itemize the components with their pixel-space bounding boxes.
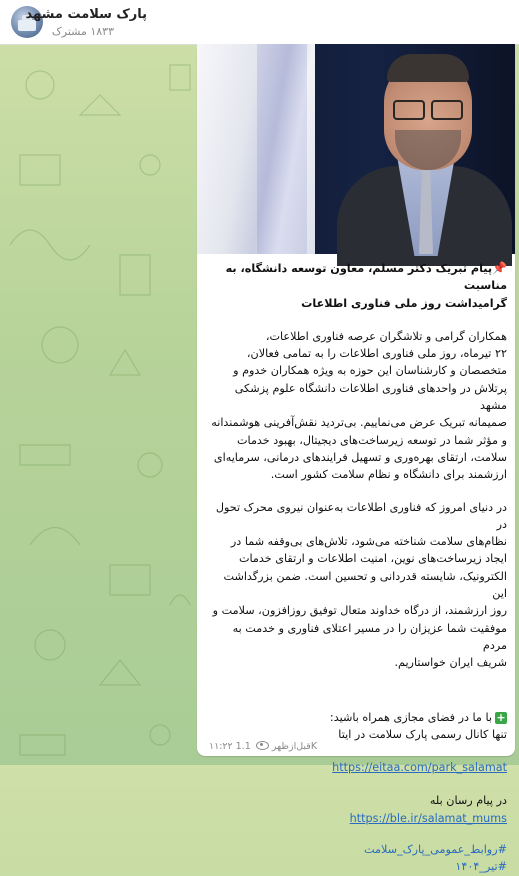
eitaa-link[interactable]: https://eitaa.com/park_salamat [332,761,507,775]
paragraph-2: در دنیای امروز که فناوری اطلاعات به‌عنوان نیروی محرک تحول در نظام‌های سلامت شناخته می‌شود، تلاش‌های بی‌وقفه شما در ایجاد زیرساخت‌های نوین، امنیت اطلاعات و ارتقای خدمات الکترونیک، شایسته قدردانی و تحسین است. ضمن بزرگداشت این روز ارزشمند، از درگاه خداوند متعال توفیق روزافزون، سلامت و موفقیت شما عزیزان را در مسیر اعتلای فناوری و خدمت به مردم شریف ایران خواستاریم. [212,500,507,670]
subscriber-count: ۱۸۳۳ مشترک [51,25,114,38]
message-bubble[interactable] [197,44,515,874]
message-time: ۱۱:۲۲ قبل‌ازظهر [209,741,311,752]
channel-name: پارک سلامت مشهد [25,7,147,22]
channel-header[interactable] [0,0,519,45]
post-photo[interactable] [197,44,515,254]
view-count: 1.1K [235,741,318,752]
bale-link[interactable]: https://ble.ir/salamat_mums [349,811,507,825]
hashtag-public-relations[interactable]: #روابط_عمومی_پارک_سلامت [363,843,507,857]
message-text [209,260,507,876]
message-meta [209,740,317,752]
post-title-line2: گرامیداشت روز ملی فناوری اطلاعات [301,296,507,310]
hashtag-month[interactable]: #تیر_۱۴۰۴ [455,860,507,874]
pin-icon: 📌 [492,261,507,275]
paragraph-1: همکاران گرامی و تلاشگران عرصه فناوری اطلاعات، ۲۲ تیرماه، روز ملی فناوری اطلاعات را به تمامی فعالان، متخصصان و کارشناسان این حوزه به ویژه همکاران خدوم و پرتلاش در واحدهای فناوری اطلاعات دانشگاه علوم پزشکی مشهد صمیمانه تبریک عرض می‌نماییم. بی‌تردید نقش‌آفرینی هوشمندانه و مؤثر شما در توسعه زیرساخت‌های دیجیتال، بهبود خدمات سلامت، ارتقای بهره‌وری و تسهیل فرایندهای درمانی، سرمایه‌ای ارزشمند برای دانشگاه و نظام سلامت کشور است. [211,329,507,482]
plus-icon: + [496,710,506,724]
virtual-line: +با ما در فضای مجازی همراه باشید: [329,710,506,724]
post-title: 📌پیام تبریک دکتر مسلم، معاون توسعه دانشگاه، به مناسبت [225,261,507,293]
bale-line: در پیام رسان بله [429,794,507,808]
eitaa-channel-line: تنها کانال رسمی پارک سلامت در ایتا [338,727,507,741]
eye-icon [256,741,269,750]
